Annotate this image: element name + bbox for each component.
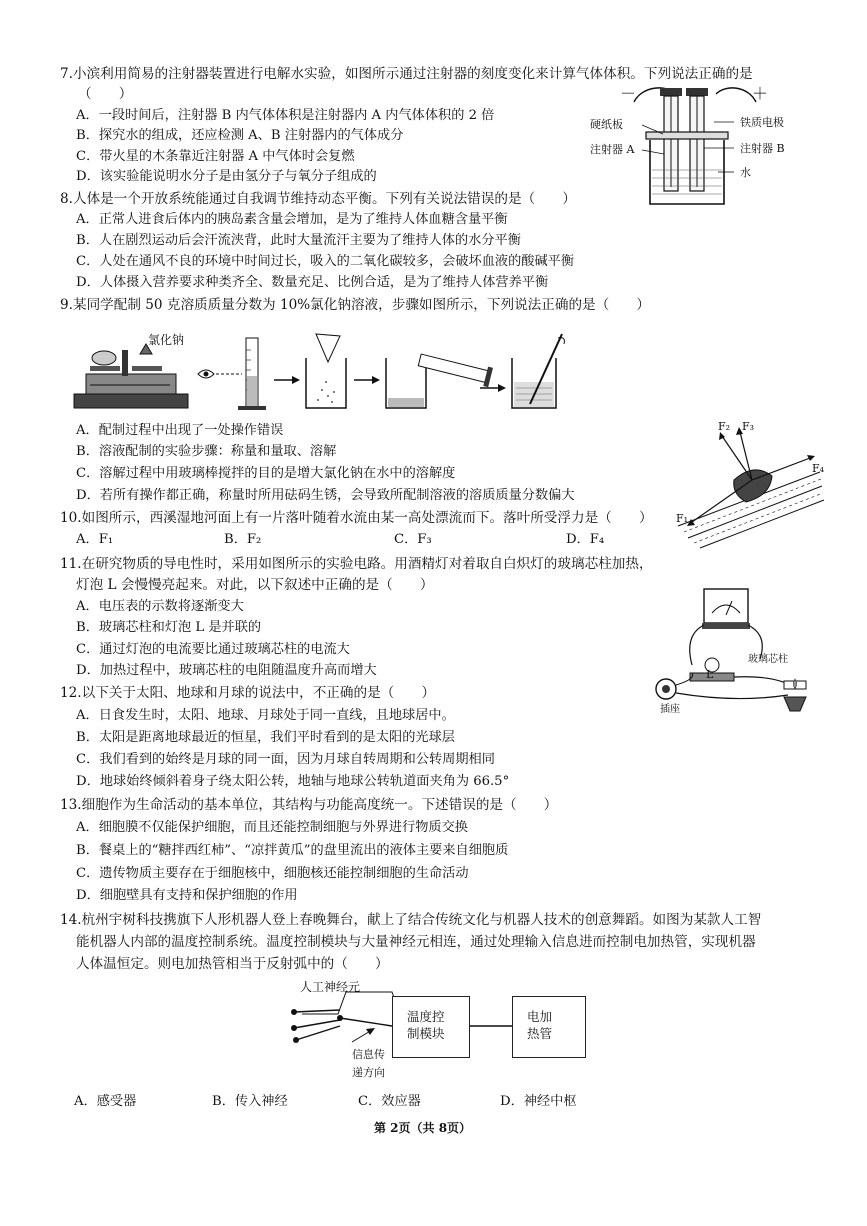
q7-option-b: B．探究水的组成，还应检测 A、B 注射器内的气体成分: [76, 128, 404, 143]
q11-stem-line1: 11.在研究物质的导电性时，采用如图所示的实验电路。用酒精灯对着取自白炽灯的玻璃芯柱加热，: [60, 556, 653, 572]
minus-sign: －: [620, 84, 637, 103]
q13-stem: 13.细胞作为生命活动的基本单位，其结构与功能高度统一。下述错误的是（ ）: [60, 797, 558, 813]
q8-option-c: C．人处在通风不良的环境中时间过长，吸入的二氧化碳较多，会破坏血液的酸碱平衡: [76, 254, 575, 269]
plus-sign: ＋: [752, 84, 769, 103]
q10-option-a: A．F₁: [76, 532, 114, 547]
electric-heater-box: [512, 996, 586, 1058]
label-f2: F₂: [718, 420, 731, 433]
q11-option-a: A．电压表的示数将逐渐变大: [76, 599, 244, 614]
q12-option-d: D．地球始终倾斜着身子绕太阳公转，地轴与地球公转轨道面夹角为 66.5°: [76, 774, 510, 789]
q14-stem-line3: 人体温恒定。则电加热管相当于反射弧中的（ ）: [76, 956, 389, 972]
q9-option-d: D．若所有操作都正确，称量时所用砝码生锈，会导致所配制溶液的溶质质量分数偏大: [76, 488, 575, 503]
q14-option-b: B．传入神经: [212, 1094, 288, 1109]
q13-option-a: A．细胞膜不仅能保护细胞，而且还能控制细胞与外界进行物质交换: [76, 820, 468, 835]
q8-stem: 8.人体是一个开放系统能通过自我调节维持动态平衡。下列有关说法错误的是（ ）: [60, 191, 576, 207]
q12-option-c: C．我们看到的始终是月球的同一面，因为月球自转周期和公转周期相同: [76, 752, 495, 767]
page-footer: 第 2页（共 8页）: [374, 1121, 472, 1135]
label-info-direction: 信息传 递方向: [352, 1048, 385, 1079]
label-artificial-neuron: 人工神经元: [300, 980, 361, 994]
solution-steps-figure: [70, 330, 590, 412]
leaf-forces-figure: [660, 420, 830, 550]
label-lamp-l: L: [706, 668, 714, 681]
q14-option-c: C．效应器: [358, 1094, 421, 1109]
label-glass-core: 玻璃芯柱: [748, 654, 788, 665]
q8-option-b: B．人在剧烈运动后会汗流浃背，此时大量流汗主要为了维持人体的水分平衡: [76, 233, 521, 248]
q9-option-c: C．溶解过程中用玻璃棒搅拌的目的是增大氯化钠在水中的溶解度: [76, 466, 456, 481]
q9-option-a: A．配制过程中出现了一处操作错误: [76, 423, 284, 438]
q14-stem-line2: 能机器人内部的温度控制系统。温度控制模块与大量神经元相连，通过处理输入信息进而控制电加热管，实现机器: [76, 934, 756, 950]
q14-stem-line1: 14.杭州宇树科技携旗下人形机器人登上春晚舞台，献上了结合传统文化与机器人技术的创意舞蹈。如图为某款人工智: [60, 912, 762, 928]
label-water: 水: [740, 166, 751, 179]
label-syringe-a: 注射器 A: [590, 143, 635, 156]
q13-option-d: D．细胞壁具有支持和保护细胞的作用: [76, 888, 298, 903]
q7-option-c: C．带火星的木条靠近注射器 A 中气体时会复燃: [76, 149, 355, 164]
q11-stem-line2: 灯泡 L 会慢慢亮起来。对此，以下叙述中正确的是（ ）: [76, 577, 434, 593]
q13-option-c: C．遗传物质主要存在于细胞核中，细胞核还能控制细胞的生命活动: [76, 866, 469, 881]
label-f1: F₁: [676, 512, 689, 525]
label-temperature-module: 温度控 制模块: [407, 1009, 445, 1041]
q10-stem: 10.如图所示，西溪湿地河面上有一片落叶随着水流由某一高处漂流而下。落叶所受浮力是（ ）: [60, 510, 653, 526]
label-electric-heater: 电加 热管: [527, 1009, 553, 1041]
q8-option-a: A．正常人进食后体内的胰岛素含量会增加，是为了维持人体血糖含量平衡: [76, 212, 508, 227]
q12-option-a: A．日食发生时，太阳、地球、月球处于同一直线，且地球居中。: [76, 708, 455, 723]
q11-option-c: C．通过灯泡的电流要比通过玻璃芯柱的电流大: [76, 642, 350, 657]
q7-option-d: D．该实验能说明水分子是由氢分子与氧分子组成的: [76, 169, 377, 184]
label-socket: 插座: [660, 704, 680, 715]
q9-stem: 9.某同学配制 50 克溶质质量分数为 10%氯化钠溶液，步骤如图所示，下列说法正确的是（ ）: [60, 297, 651, 313]
q10-option-c: C．F₃: [394, 532, 432, 547]
q12-stem: 12.以下关于太阳、地球和月球的说法中，不正确的是（ ）: [60, 685, 436, 701]
q10-option-d: D．F₄: [566, 532, 605, 547]
q8-option-d: D．人体摄入营养要求种类齐全、数量充足、比例合适，是为了维持人体营养平衡: [76, 275, 549, 290]
label-electrode: 铁质电极: [740, 116, 784, 129]
label-sodium-chloride: 氯化钠: [148, 333, 185, 347]
label-cardboard: 硬纸板: [590, 118, 623, 131]
q12-option-b: B．太阳是距离地球最近的恒星，我们平时看到的是太阳的光球层: [76, 730, 455, 745]
q11-option-d: D．加热过程中，玻璃芯柱的电阻随温度升高而增大: [76, 663, 377, 678]
q7-option-a: A．一段时间后，注射器 B 内气体体积是注射器内 A 内气体体积的 2 倍: [76, 108, 495, 123]
q14-option-a: A．感受器: [74, 1094, 137, 1109]
q10-option-b: B．F₂: [224, 532, 262, 547]
q13-option-b: B．餐桌上的“糖拌西红柿”、“凉拌黄瓜”的盘里流出的液体主要来自细胞质: [76, 843, 509, 858]
q9-option-b: B．溶液配制的实验步骤：称量和量取、溶解: [76, 444, 337, 459]
label-f3: F₃: [742, 420, 755, 433]
q7-blank: （ ）: [78, 86, 133, 102]
q7-stem: 7.小滨利用简易的注射器装置进行电解水实验，如图所示通过注射器的刻度变化来计算气体体积。下列说法正确的是: [60, 66, 753, 82]
q14-option-d: D．神经中枢: [500, 1094, 577, 1109]
temperature-control-module-box: [392, 996, 470, 1058]
label-f4: F₄: [812, 462, 825, 475]
circuit-figure: [650, 585, 830, 715]
label-syringe-b: 注射器 B: [740, 142, 785, 155]
q11-option-b: B．玻璃芯柱和灯泡 L 是并联的: [76, 620, 262, 635]
